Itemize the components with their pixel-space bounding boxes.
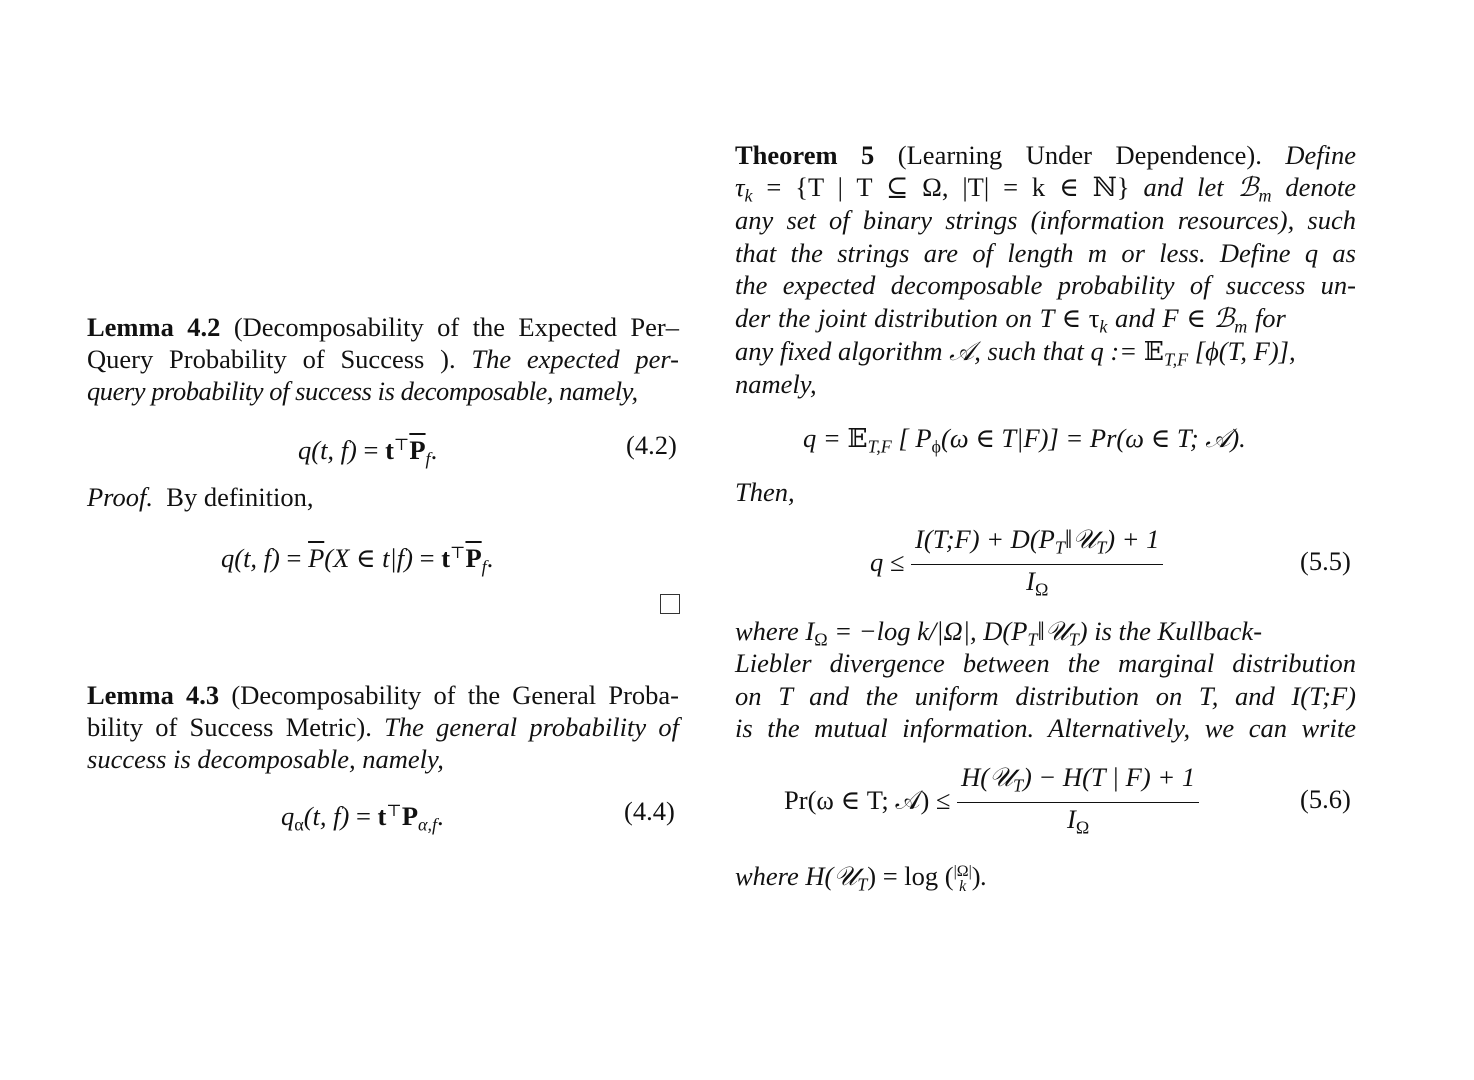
num-b: ) − H(T | F) + 1 [1022, 762, 1196, 792]
sub-k: k [1099, 316, 1108, 337]
sub-tf: T,F [867, 436, 892, 457]
numerator [911, 524, 1163, 565]
line6-text-a: der the joint distribution on T ∈ [735, 303, 1089, 333]
where-line2: Liebler divergence between the marginal distribution [735, 648, 1356, 678]
qed-square-icon [660, 594, 680, 614]
where1-a: where I [735, 616, 815, 646]
sub-k: k [744, 185, 753, 206]
eq-lhs: q(t, f) [221, 543, 280, 574]
lemma-4-2-statement-part1: The expected per- [471, 344, 679, 374]
script-u-symbol: 𝒰 [1044, 616, 1069, 647]
final-where-line: where H(𝒰$_T$) = log ( |Ω| k ). [735, 861, 988, 895]
tau-symbol: τ [735, 172, 745, 202]
lemma-4-2-line1 [87, 311, 679, 343]
script-u-symbol: 𝒰 [1072, 524, 1097, 555]
numerator [957, 762, 1199, 803]
eq-pbar: $\overline{P}$ [308, 543, 325, 574]
eq-transpose: ⊤ [386, 801, 402, 820]
binom-top: |Ω| [953, 862, 972, 880]
lemma-4-2-statement-part2: query probability of success is decomposable, namely, [87, 376, 638, 406]
eq-equals: = [286, 543, 302, 574]
eq-transpose: ⊤ [393, 435, 410, 454]
equation-4-4 [281, 795, 444, 840]
theorem-5-define: Define [1285, 140, 1357, 170]
den-i: I [1026, 566, 1035, 597]
eq-args: (t, f) [303, 801, 350, 832]
expectation-symbol: 𝔼 [1143, 336, 1164, 366]
expectation-symbol: 𝔼 [847, 423, 868, 453]
num-parallel: ‖ [1064, 524, 1073, 554]
eq-lhs: q ≤ [870, 546, 905, 577]
script-u-symbol: 𝒰 [833, 861, 858, 892]
eq-q-bracket: [ P [891, 423, 932, 453]
equation-number-4-2: (4.2) [626, 430, 677, 460]
final-a: where H( [735, 861, 834, 891]
binomial [954, 864, 972, 894]
eq-period: . [430, 435, 438, 466]
script-b-symbol: ℬ [1237, 172, 1259, 203]
proof-text: By definition, [166, 482, 314, 512]
eq-equals: = [355, 801, 371, 832]
tau-symbol: τ [1088, 303, 1100, 333]
num-c: ) + 1 [1106, 524, 1160, 554]
sub-omega: Ω [1034, 579, 1049, 600]
line7-text-c: [ϕ(T, F)], [1188, 336, 1296, 366]
line6-text-b: and F ∈ [1107, 303, 1214, 333]
eq-vector-t: t [385, 435, 394, 466]
theorem-5-line1 [735, 139, 1356, 171]
eq-q-lhs: q = [803, 423, 848, 453]
line7-text-a: any fixed algorithm 𝒜, such that q := [735, 336, 1144, 366]
where1-d: ) is the Kullback- [1078, 616, 1263, 646]
theorem-5-line3: any set of binary strings (information resources), such [735, 205, 1356, 235]
den-i: I [1066, 804, 1076, 835]
denominator [957, 803, 1199, 843]
eq-period: . [486, 543, 494, 574]
where1-b: = −log k/|Ω|, D(P [827, 616, 1028, 646]
lemma-4-2-label: Lemma 4.2 [87, 312, 221, 342]
equation-5-6 [784, 762, 1199, 844]
lemma-4-2-title-part2: Query Probability of Success ). [87, 344, 456, 374]
proof-line [87, 481, 313, 513]
eq-matrix-p: $\overline{P}$ [465, 543, 482, 574]
eq-lhs: q(t, f) [298, 435, 357, 466]
eq-equals: = [419, 543, 435, 574]
eq-sub-f: f [425, 448, 431, 469]
eq-vector-t: t [441, 543, 451, 574]
final-b: ) = log [867, 861, 945, 891]
num-a: I(T;F) + D(P [915, 524, 1055, 554]
lemma-4-3-statement-part2: success is decomposable, namely, [87, 744, 444, 774]
then-text: Then, [735, 477, 795, 507]
binom-bottom: k [959, 877, 967, 895]
sub-tf: T,F [1163, 349, 1189, 370]
fraction [911, 524, 1163, 606]
script-u-symbol: 𝒰 [989, 762, 1013, 793]
sub-t: T [1096, 537, 1107, 558]
eq-sub-f: f [481, 556, 487, 577]
eq-condition: (X ∈ t|f) [324, 543, 413, 574]
lemma-4-3-line1 [87, 679, 679, 711]
equation-q-definition [803, 422, 1246, 462]
theorem-5-line5: the expected decomposable probability of success un- [735, 270, 1356, 300]
theorem-5-line7 [735, 335, 1356, 375]
sub-t: T [1054, 537, 1065, 558]
lemma-4-3-label: Lemma 4.3 [87, 680, 220, 710]
where-line3: on T and the uniform distribution on T, and I(T;F) [735, 681, 1356, 711]
eq-lhs: Pr(ω ∈ T; 𝒜) ≤ [784, 784, 951, 815]
equation-number-5-6: (5.6) [1300, 784, 1351, 814]
proof-label: Proof. [87, 482, 154, 512]
lemma-4-3-title-part2: bility of Success Metric). [87, 712, 372, 742]
sub-m: m [1258, 185, 1272, 206]
sub-m: m [1234, 316, 1248, 337]
sub-t: T [1027, 629, 1038, 650]
eq-sub-alpha-f: α,f [418, 814, 437, 835]
fraction [957, 762, 1199, 844]
tau-set-definition: = {T | T ⊆ Ω, |T| = k ∈ ℕ} [766, 172, 1130, 202]
lemma-4-2-title-part1: (Decomposability of the Expected Per– [233, 312, 680, 342]
final-period: . [980, 861, 988, 891]
lemma-4-2-line2 [87, 343, 679, 375]
eq-equals: = [363, 435, 379, 466]
equation-5-5 [870, 524, 1163, 606]
eq-transpose: ⊤ [450, 543, 466, 562]
eq-vector-t: t [377, 801, 387, 832]
eq-q-rhs: (ω ∈ T|F)] = Pr(ω ∈ T; 𝒜). [941, 423, 1246, 453]
parallel: ‖ [1037, 616, 1045, 646]
theorem-5-label: Theorem 5 [735, 140, 875, 170]
lemma-4-3-line2 [87, 711, 679, 743]
theorem-5-line4: that the strings are of length m or less. Define q as [735, 238, 1356, 268]
eq-matrix-p: $\overline{P}$ [409, 435, 426, 466]
theorem-5-line8: namely, [735, 369, 817, 399]
sub-omega: Ω [1075, 817, 1090, 838]
theorem-5-title: (Learning Under Dependence). [897, 140, 1262, 170]
sub-phi: ϕ [931, 436, 942, 457]
eq-matrix-p: P [401, 801, 418, 832]
script-b-symbol: ℬ [1213, 303, 1235, 334]
and-let-text: and let [1143, 172, 1224, 202]
eq-sub-alpha: α [294, 814, 304, 835]
denote-text: denote [1285, 172, 1357, 202]
sub-t: T [857, 874, 868, 895]
equation-number-4-4: (4.4) [624, 796, 675, 826]
eq-period: . [436, 801, 444, 832]
lemma-4-3-title-part1: (Decomposability of the General Proba- [231, 680, 679, 710]
sub-t: T [1068, 629, 1079, 650]
line6-text-c: for [1247, 303, 1286, 333]
lemma-4-3-statement-part1: The general probability of [384, 712, 680, 742]
equation-number-5-5: (5.5) [1300, 546, 1351, 576]
equation-4-2 [298, 429, 437, 474]
denominator [911, 565, 1163, 605]
num-a: H( [961, 762, 990, 792]
where-line4: is the mutual information. Alternatively, we can write [735, 713, 1356, 743]
sub-omega: Ω [814, 629, 828, 650]
proof-equation [221, 537, 493, 582]
sub-t: T [1012, 775, 1023, 796]
eq-q: q [281, 801, 295, 832]
